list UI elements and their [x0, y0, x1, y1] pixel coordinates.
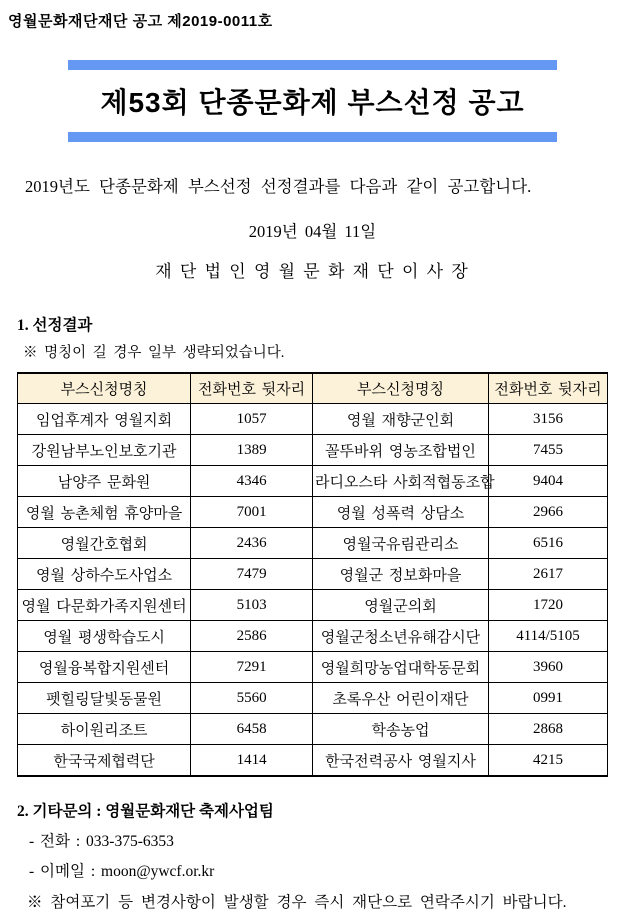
table-row: [18, 745, 608, 777]
phone-digits-cell: 2617: [489, 559, 608, 590]
section1-note: ※ 명칭이 길 경우 일부 생략되었습니다.: [23, 345, 285, 361]
booth-name-cell: 꼴뚜바위 영농조합법인: [312, 435, 488, 466]
booth-name-cell: 영월 다문화가족지원센터: [18, 590, 191, 621]
phone-digits-cell: 9404: [489, 466, 608, 497]
table-row: [18, 621, 608, 652]
booth-name-cell: 펫힐링달빛동물원: [18, 683, 191, 714]
accent-bar-bottom: [68, 132, 557, 142]
phone-digits-cell: 1720: [489, 590, 608, 621]
announcement-document: [0, 10, 625, 911]
table-row: [18, 714, 608, 745]
table-header-row: [18, 373, 608, 404]
table-row: [18, 528, 608, 559]
contact-phone: - 전화 : 033-375-6353: [29, 833, 174, 850]
phone-digits-cell: 7479: [191, 559, 313, 590]
table-row: [18, 466, 608, 497]
table-row: [18, 683, 608, 714]
booth-name-cell: 초록우산 어린이재단: [312, 683, 488, 714]
booth-name-cell: 강원남부노인보호기관: [18, 435, 191, 466]
booth-name-cell: 학송농업: [312, 714, 488, 745]
contact-email: - 이메일 : moon@ywcf.or.kr: [29, 863, 215, 880]
issuer-signature: 재 단 법 인 영 월 문 화 재 단 이 사 장: [155, 262, 470, 281]
phone-digits-cell: 3960: [489, 652, 608, 683]
page-title: 제53회 단종문화제 부스선정 공고: [100, 87, 525, 118]
booth-name-cell: 영월 평생학습도시: [18, 621, 191, 652]
phone-digits-cell: 3156: [489, 404, 608, 435]
section2-heading: 2. 기타문의 : 영월문화재단 축제사업팀: [17, 803, 274, 820]
section2-contact: [17, 799, 625, 912]
booth-name-cell: 영월국유림관리소: [312, 528, 488, 559]
booth-name-cell: 영월 성폭력 상담소: [312, 497, 488, 528]
phone-digits-cell: 4346: [191, 466, 313, 497]
phone-digits-cell: 6516: [489, 528, 608, 559]
table-row: [18, 652, 608, 683]
accent-bar-top: [68, 60, 557, 70]
booth-name-cell: 영월간호협회: [18, 528, 191, 559]
booth-table-body: [18, 404, 608, 777]
booth-name-cell: 영월군 정보화마을: [312, 559, 488, 590]
phone-digits-cell: 1414: [191, 745, 313, 777]
booth-name-cell: 라디오스타 사회적협동조합: [312, 466, 488, 497]
booth-name-cell: 영월군의회: [312, 590, 488, 621]
booth-name-cell: 하이원리조트: [18, 714, 191, 745]
announcement-date: 2019년 04월 11일: [248, 222, 377, 241]
phone-digits-cell: 6458: [191, 714, 313, 745]
booth-name-cell: 영월 상하수도사업소: [18, 559, 191, 590]
phone-digits-cell: 0991: [489, 683, 608, 714]
phone-digits-cell: 2436: [191, 528, 313, 559]
intro-paragraph: 2019년도 단종문화제 부스선정 선정결과를 다음과 같이 공고합니다.: [25, 177, 532, 196]
phone-digits-cell: 1057: [191, 404, 313, 435]
booth-name-cell: 남양주 문화원: [18, 466, 191, 497]
phone-digits-cell: 2586: [191, 621, 313, 652]
phone-digits-cell: 7291: [191, 652, 313, 683]
table-row: [18, 435, 608, 466]
phone-digits-cell: 5103: [191, 590, 313, 621]
phone-digits-cell: 7001: [191, 497, 313, 528]
table-row: [18, 404, 608, 435]
phone-digits-cell: 5560: [191, 683, 313, 714]
document-number: 영월문화재단재단 공고 제2019-0011호: [8, 13, 273, 30]
booth-name-cell: 영월군청소년유해감시단: [312, 621, 488, 652]
phone-digits-cell: 7455: [489, 435, 608, 466]
phone-digits-cell: 1389: [191, 435, 313, 466]
column-header-booth-name-2: 부스신청명칭: [312, 373, 488, 404]
phone-digits-cell: 4114/5105: [489, 621, 608, 652]
booth-selection-table: [17, 372, 608, 777]
phone-digits-cell: 2868: [489, 714, 608, 745]
booth-name-cell: 영월 농촌체험 휴양마을: [18, 497, 191, 528]
column-header-phone-digits-1: 전화번호 뒷자리: [191, 373, 313, 404]
table-row: [18, 559, 608, 590]
section2-note: ※ 참여포기 등 변경사항이 발생할 경우 즉시 재단으로 연락주시기 바랍니다.: [27, 894, 567, 911]
column-header-phone-digits-2: 전화번호 뒷자리: [489, 373, 608, 404]
booth-name-cell: 한국국제협력단: [18, 745, 191, 777]
booth-name-cell: 영월 재향군인회: [312, 404, 488, 435]
booth-name-cell: 한국전력공사 영월지사: [312, 745, 488, 777]
title-block: [0, 60, 625, 142]
booth-name-cell: 임업후계자 영월지회: [18, 404, 191, 435]
table-row: [18, 590, 608, 621]
section1-heading: 1. 선정결과: [17, 317, 93, 334]
phone-digits-cell: 2966: [489, 497, 608, 528]
column-header-booth-name-1: 부스신청명칭: [18, 373, 191, 404]
table-row: [18, 497, 608, 528]
booth-name-cell: 영월융복합지원센터: [18, 652, 191, 683]
phone-digits-cell: 4215: [489, 745, 608, 777]
booth-name-cell: 영월희망농업대학동문회: [312, 652, 488, 683]
